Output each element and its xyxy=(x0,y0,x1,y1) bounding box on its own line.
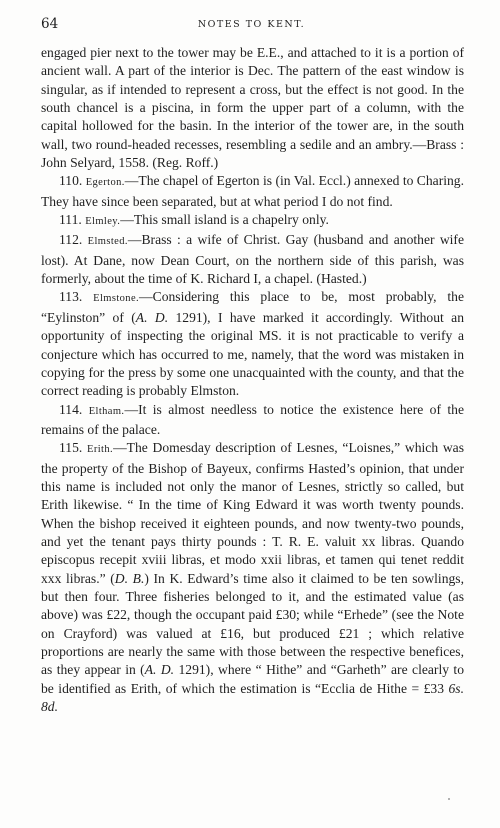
entry-112-elmsted xyxy=(41,231,464,288)
entry-text: 1291), I have marked it accordingly. Without an opportunity of inspecting the original MS. it is not practicable to verify a conjecture which has occurred to me, namely, that the word was mistaken in copying for the press by some one unacquainted with the county, and that the correct reading is probably Elmston. xyxy=(41,309,464,399)
page-body xyxy=(41,44,464,716)
entry-number: 113. xyxy=(59,289,83,305)
entry-113-elmstone xyxy=(41,288,464,400)
entry-text: —Considering this place to be, most probably, the “Eylinston” of ( xyxy=(41,289,464,325)
entry-text: —The Domesday description of Lesnes, “Loisnes,” which was the property of the Bishop of Bayeux, confirms Hasted’s opinion, that under this name is included not only the manor of Lesnes, strictly so called, but Erith likewise. “ In the time of King Edward it was worth twenty pounds. When the bishop received it eighteen pounds, and now twenty-two pounds, and yet the tenant pays thirty pounds : T. R. E. valuit xx libras. Quando episcopus recepit xviii libras, et modo xxii libras, et tamen qui tenet reddit xxx libras.” ( xyxy=(41,440,464,586)
entry-number: 111. xyxy=(59,212,82,228)
entry-text: ) In K. Edward’s time also it claimed to be ten sowlings, but then four. Three fisheries belonged to it, and the estimated value (as above) was £22, though the occupant paid £30; while “Erhede” (see the Note on Crayford) was valued at £16, but produced £21 ; which relative proportions are nearly the same with those between the respective benefices, as they appear in ( xyxy=(41,570,464,678)
entry-name: Egerton. xyxy=(85,177,125,189)
entry-text: —Brass : a wife of Christ. Gay (husband and another wife lost). At Dane, now Dean Court, on the northern side of this parish, was formerly, about the time of K. Richard I, a chapel. (Hasted.) xyxy=(41,232,464,287)
entry-115-erith xyxy=(41,439,464,716)
entry-italic: D. B. xyxy=(114,570,145,586)
page-header xyxy=(41,16,462,36)
paragraph-continuation xyxy=(41,44,464,172)
entry-name: Eltham. xyxy=(88,405,125,417)
entry-name: Erith. xyxy=(87,444,114,456)
entry-italic: A. D. xyxy=(135,309,169,325)
running-head: NOTES TO KENT. xyxy=(197,19,306,30)
entry-number: 110. xyxy=(59,173,83,189)
entry-text: —This small island is a chapelry only. xyxy=(120,212,329,228)
entry-number: 115. xyxy=(59,440,83,456)
entry-text: 1291), where “ Hithe” and “Garheth” are clearly to be identified as Erith, of which the estimation is “Ecclia de Hithe = £33 xyxy=(41,662,464,696)
entry-name: Elmstone. xyxy=(93,293,140,305)
entry-111-elmley xyxy=(41,211,464,231)
entry-italic: A. D. xyxy=(144,662,175,678)
paragraph-text: engaged pier next to the tower may be E.E., and attached to it is a portion of ancient wall. A part of the interior is Dec. The pattern of the east window is singular, as if intended to represent a cross, but the effect is not good. In the south chancel is a piscina, in form the upper part of a column, with the capital hollowed for the basin. In the interior of the tower are, in the south wall, two round-headed recesses, resembling a sedile and an ambry.—Brass : John Selyard, 1558. (Reg. Roff.) xyxy=(41,45,464,171)
entry-number: 114. xyxy=(59,401,83,417)
entry-number: 112. xyxy=(59,232,83,248)
page-speck xyxy=(448,798,450,800)
entry-name: Elmsted. xyxy=(87,236,128,248)
entry-text: —The chapel of Egerton is (in Val. Eccl.) annexed to Charing. They have since been separated, but at what period I do not find. xyxy=(41,173,465,209)
entry-text: —It is almost needless to notice the existence here of the remains of the palace. xyxy=(41,401,464,437)
entry-114-eltham xyxy=(41,401,464,440)
page-number: 64 xyxy=(41,16,59,32)
entry-italic: 6s. 8d. xyxy=(41,680,464,715)
entry-name: Elmley. xyxy=(85,216,121,228)
entry-110-egerton xyxy=(41,172,464,211)
